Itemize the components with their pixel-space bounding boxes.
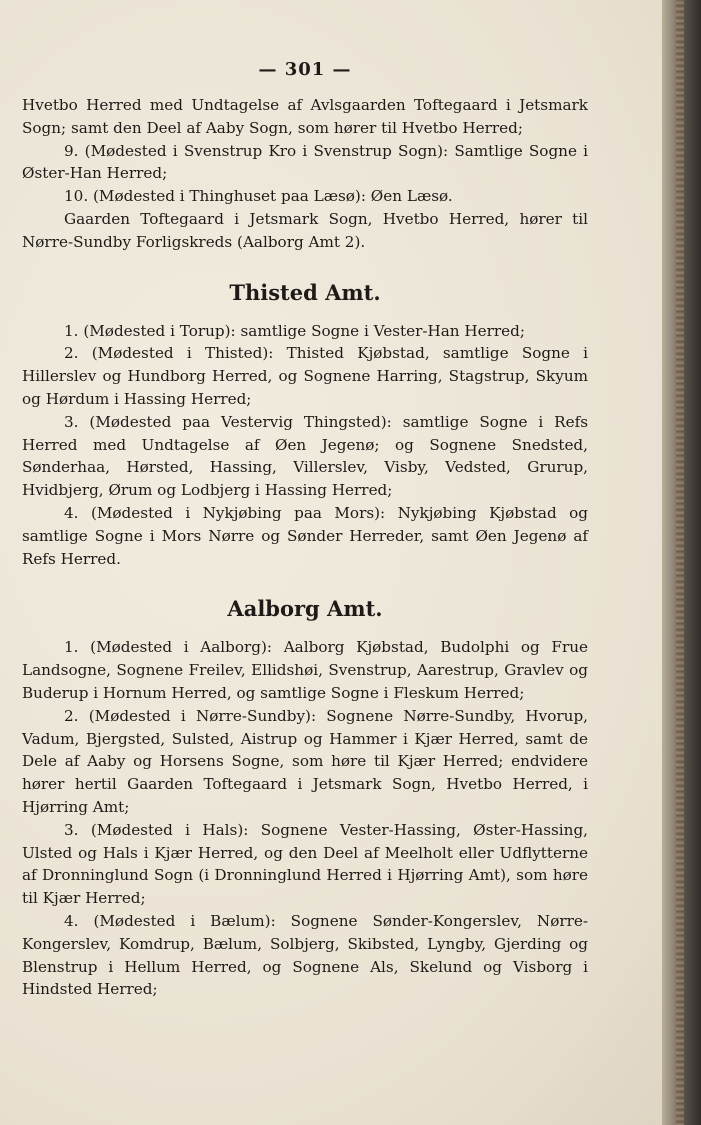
page-edges: [676, 0, 684, 1125]
page-number: — 301 —: [258, 59, 352, 80]
paragraph: 3. (Mødested paa Vestervig Thingsted): samtlige Sogne i Refs Herred med Undtagelse af Øen Jegenø; og Sognene Snedsted, Sønderhaa, Hørsted, Hassing, Villerslev, Visby, Vedsted, Grurup, Hvidbjerg, Ørum og Lodbjerg i Hassing Herred;: [22, 412, 588, 500]
paragraph: 1. (Mødested i Aalborg): Aalborg Kjøbstad, Budolphi og Frue Landsogne, Sognene Freilev, Ellidshøi, Svenstrup, Aarestrup, Gravlev og Buderup i Hornum Herred, og samtlige Sogne i Fleskum Herred;: [22, 638, 588, 702]
paragraph: Gaarden Toftegaard i Jetsmark Sogn, Hvetbo Herred, hører til Nørre-Sundby Forligskreds (Aalborg Amt 2).: [22, 209, 588, 251]
section-heading-thisted: Thisted Amt.: [229, 279, 381, 305]
paragraph: Hvetbo Herred med Undtagelse af Avlsgaarden Toftegaard i Jetsmark Sogn; samt den Deel af Aaby Sogn, som hører til Hvetbo Herred;: [22, 96, 588, 137]
paragraph: 9. (Mødested i Svenstrup Kro i Svenstrup Sogn): Samtlige Sogne i Øster-Han Herred;: [22, 141, 588, 183]
paragraph: 10. (Mødested i Thinghuset paa Læsø): Øen Læsø.: [64, 187, 453, 206]
paragraph: 4. (Mødested i Nykjøbing paa Mors): Nykjøbing Kjøbstad og samtlige Sogne i Mors Nørre og Sønder Herreder, samt Øen Jegenø af Refs Herred.: [22, 503, 588, 568]
section-heading-aalborg: Aalborg Amt.: [227, 596, 383, 622]
paragraph: 3. (Mødested i Hals): Sognene Vester-Hassing, Øster-Hassing, Ulsted og Hals i Kjær Herred, og den Deel af Meelholt eller Udflytterne af Dronninglund Sogn (i Dronninglund Herred i Hjørring Amt), som høre til Kjær Herred;: [22, 820, 588, 908]
paragraph: 4. (Mødested i Bælum): Sognene Sønder-Kongerslev, Nørre-Kongerslev, Komdrup, Bælum, Solbjerg, Skibsted, Lyngby, Gjerding og Blenstrup i Hellum Herred, og Sognene Als, Skelund og Visborg i Hindsted Herred;: [22, 911, 588, 999]
page-text: [22, 58, 588, 1001]
paragraph: 2. (Mødested i Nørre-Sundby): Sognene Nørre-Sundby, Hvorup, Vadum, Bjergsted, Sulsted, Aistrup og Hammer i Kjær Herred, samt de Dele af Aaby og Horsens Sogne, som høre til Kjær Herred; endvidere hører hertil Gaarden Toftegaard i Jetsmark Sogn, Hvetbo Herred, i Hjørring Amt;: [22, 706, 588, 816]
paragraph: 1. (Mødested i Torup): samtlige Sogne i Vester-Han Herred;: [64, 321, 525, 340]
paragraph: 2. (Mødested i Thisted): Thisted Kjøbstad, samtlige Sogne i Hillerslev og Hundborg Herred, og Sognene Harring, Stagstrup, Skyum og Hørdum i Hassing Herred;: [22, 344, 588, 408]
